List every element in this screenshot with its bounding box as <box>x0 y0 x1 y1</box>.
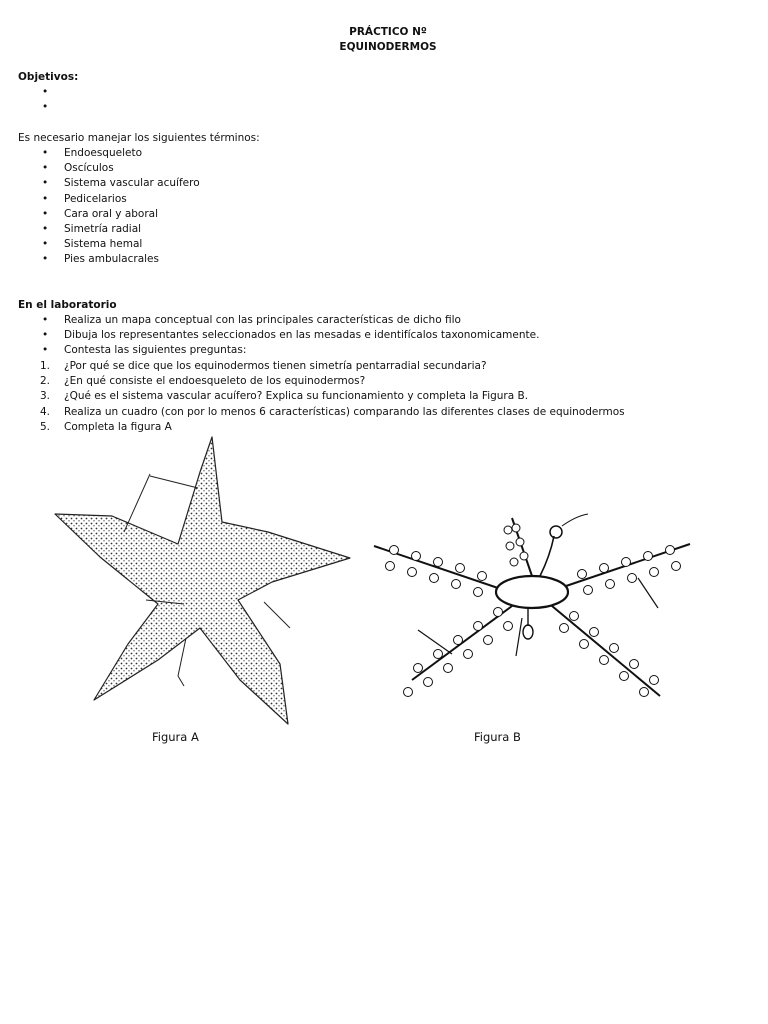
list-item: • Contesta las siguientes preguntas: <box>18 343 539 358</box>
laboratorio-heading: En el laboratorio <box>18 299 117 311</box>
list-item: • Oscículos <box>18 161 200 176</box>
question-item <box>18 405 625 420</box>
question-number: 3. <box>40 390 51 403</box>
question-item <box>18 389 625 404</box>
list-item: • Sistema hemal <box>18 237 200 252</box>
page-title-line2: EQUINODERMOS <box>339 41 437 53</box>
question-text: Completa la figura A <box>64 420 172 433</box>
question-item <box>18 359 625 374</box>
question-text: ¿Qué es el sistema vascular acuífero? Explica su funcionamiento y completa la Figura B. <box>64 390 529 403</box>
question-number: 1. <box>40 360 51 372</box>
list-item: • Endoesqueleto <box>18 146 200 161</box>
question-text: ¿Por qué se dice que los equinodermos tienen simetría pentarradial secundaria? <box>64 360 487 372</box>
questions-list <box>18 359 625 435</box>
objetivos-list <box>18 85 64 115</box>
question-number: 4. <box>40 405 51 418</box>
question-number: 2. <box>40 375 51 388</box>
list-item: • Pedicelarios <box>18 192 200 207</box>
list-item: • Sistema vascular acuífero <box>18 176 200 191</box>
terminos-list <box>18 146 200 268</box>
list-item: • Simetría radial <box>18 222 200 237</box>
terminos-intro: Es necesario manejar los siguientes términos: <box>18 132 260 144</box>
question-text: ¿En qué consiste el endoesqueleto de los equinodermos? <box>64 375 366 388</box>
list-item <box>18 85 64 100</box>
list-item: • Dibuja los representantes seleccionados en las mesadas e identifícalos taxonomicamente. <box>18 328 539 343</box>
figure-a-caption: Figura A <box>152 730 199 744</box>
laboratorio-bullets <box>18 313 539 359</box>
question-text: Realiza un cuadro (con por lo menos 6 características) comparando las diferentes clases de equinodermos <box>64 405 625 418</box>
ring-canal <box>496 576 568 608</box>
page-title-line1: PRÁCTICO Nº <box>349 26 427 38</box>
question-item <box>18 374 625 389</box>
list-item: • Realiza un mapa conceptual con las principales características de dicho filo <box>18 313 539 328</box>
starfish-body <box>55 437 350 724</box>
list-item: • Pies ambulacrales <box>18 252 200 267</box>
question-number: 5. <box>40 420 51 433</box>
objetivos-heading: Objetivos: <box>18 71 79 83</box>
list-item: • Cara oral y aboral <box>18 207 200 222</box>
figure-b-caption: Figura B <box>474 730 521 744</box>
water-vascular-system-illustration <box>368 508 698 708</box>
starfish-illustration <box>50 432 360 732</box>
list-item <box>18 100 64 115</box>
